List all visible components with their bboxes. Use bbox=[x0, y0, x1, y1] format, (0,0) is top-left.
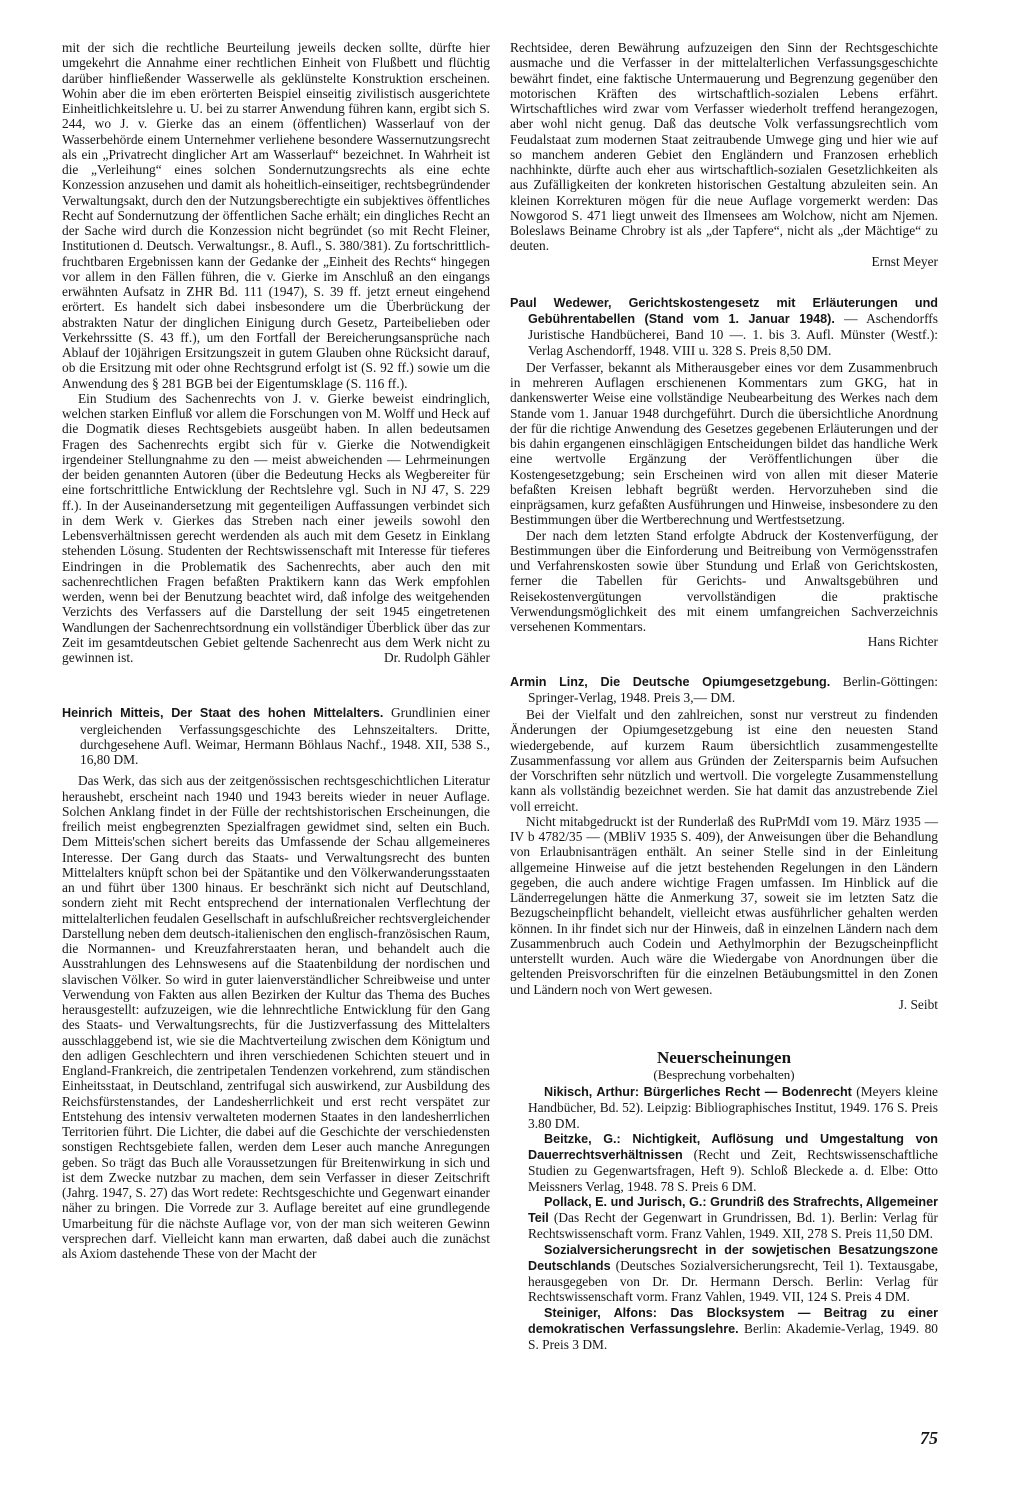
new-publications-list bbox=[510, 1084, 938, 1352]
new-publication-entry bbox=[510, 1242, 938, 1305]
review-body-wedewer-1: Der Verfasser, bekannt als Mitherausgeber eines vor dem Zusammenbruch in mehreren Auflagen erschienenen Kommentars zum GKG, hat in dankenswerter Weise eine vollständige Neubearbeitung des Werkes nach dem Stande vom 1. Januar 1948 durchgeführt. Durch die übersichtliche Anordnung der für die richtige Anwendung des Gesetzes gegebenen Erläuterungen und der bis dahin ergangenen einschlägigen Entscheidungen bildet das handliche Werk eine wertvolle Ergänzung der Veröffentlichungen über die Kostengesetzgebung; sein Erscheinen wird von allen mit dieser Materie befaßten Kreisen lebhaft begrüßt werden. Hervorzuheben sind die einprägsamen, kurz gefaßten Ausführungen und Hinweise, insbesondere zu den Bestimmungen über die Wertberechnung und Wertfestsetzung. bbox=[510, 359, 938, 528]
new-publication-entry bbox=[510, 1194, 938, 1242]
review-title-mitteis: Heinrich Mitteis, Der Staat des hohen Mittelalters. bbox=[62, 706, 384, 721]
new-publication-details: (Recht und Zeit, Rechtswissenschaftliche Studien zu Gegenwartsfragen, Heft 9). Schloß Bleckede a. d. Elbe: Otto Meissners Verlag, 1948. 78 S. Preis 6 DM. bbox=[528, 1147, 938, 1194]
new-publication-entry bbox=[510, 1305, 938, 1353]
new-publication-author-title: Steiniger, Alfons: Das Blocksystem — Beitrag zu einer demokratischen Verfassungslehre. bbox=[528, 1305, 938, 1336]
gierke-summary-paragraph bbox=[62, 391, 490, 666]
review-body-mitteis: Das Werk, das sich aus der zeitgenössischen rechtsgeschichtlichen Literatur heraushebt, erscheint nach 1940 und 1943 bereits wieder in neuer Auflage. Solchen Anklang findet in der Fülle der rechtshistorischen Erscheinungen, die freilich meist engbegrenzten Spezialfragen gewidmet sind, selten ein Buch. Dem Mitteis'schen sichert bereits das Umfassende der Schau allgemeineres Interesse. Der Gang durch das Staats- und Verwaltungsrecht des bunten Mittelalters knüpft schon bei der Spätantike und den Völkerwanderungsstaaten an und führt über 1300 hinaus. Er beschränkt sich nicht auf Deutschland, sondern zieht mit Recht entsprechend der internationalen Verflechtung der mittelalterlichen feudalen Gesellschaft in aufschlußreicher rechtsvergleichender Darstellung neben dem deutsch-italienischen den englisch-französischen Raum, die Normannen- und Kreuzfahrerstaaten heran, und behandelt auch die Ausstrahlungen des Lehnswesens auf die Staatenbildung der nordischen und slavischen Völker. So wird in guter laienverständlicher Schreibweise und unter Verwendung von Fakten aus allen Bezirken der Kultur das Thema des Buches herausgestellt: aufzuzeigen, wie die lehnrechtliche Entwicklung für den Gang des Staats- und Verwaltungsrechts, für die Justizverfassung des Mittelalters ausschlaggebend ist, wie sie die Machtverteilung zwischen dem Königtum und den adligen Geschlechtern und ihren verschiedenen Schichten steuert und in England-Frankreich, die zentripetalen Tendenzen vorkehrend, zum ständischen Einheitsstaat, in Deutschland, zentrifugal sich auswirkend, zur Ausbildung des Reichsfürstenstandes, der Landesherrlichkeit und erst recht verspätet zur Entstehung des intensiv verwalteten modernen Staates in den landesherrlichen Territorien führt. Die Lichter, die dabei auf die Geschichte der verschiedensten sonstigen Rechtsgebiete fallen, werden dem Leser auch manche Anregungen geben. So trägt das Buch alle Voraussetzungen für Breitenwirkung in sich und ist dem Zwecke nutzbar zu machen, dem sein Verfasser in dieser Zeitschrift (Jahrg. 1947, S. 27) das Wort redete: Rechtsgeschichte und Gegenwart einander näher zu bringen. Die Vorrede zur 3. Auflage bereitet auf eine grundlegende Umarbeitung für die nächste Auflage vor, von der man sich weiteren Gewinn versprechen darf. Vielleicht kann man erwarten, daß dabei auch die zunächst als Axiom dastehende These von der Macht der bbox=[62, 773, 490, 1261]
review-body-linz-1: Bei der Vielfalt und den zahlreichen, sonst nur verstreut zu findenden Änderungen der Opiumgesetzgebung ist eine den neuesten Stand wiedergebende, auf kurzem Raum übersichtlich zusammengestellte Zusammenfassung vor allem aus Gründen der Zeitersparnis beim Aufsuchen der Vorschriften sehr nützlich und wertvoll. Die vorgelegte Zusammenstellung kann als vollständig bezeichnet werden. Sie hat damit das anzustrebende Ziel voll erreicht. bbox=[510, 707, 938, 814]
section-subtitle-neuerscheinungen: (Besprechung vorbehalten) bbox=[653, 1067, 795, 1082]
new-publication-details: Berlin: Akademie-Verlag, 1949. 80 S. Preis 3 DM. bbox=[528, 1320, 938, 1352]
mitteis-continuation-text: Rechtsidee, deren Bewährung aufzuzeigen den Sinn der Rechtsgeschichte ausmache und die Verfasser in der mittelalterlichen Verfassungsgeschichte bewährt findet, eine faktische Untermauerung und Begrenzung gegenüber den motorischen Kräften des wirtschaftlich-sozialen Lebens erfährt. Wirtschaftliches wird zwar vom Verfasser wiederholt treffend herangezogen, aber wohl nicht genug. Daß das deutsche Volk verfassungsrechtlich vom Feudalstaat zum modernen Staat zeitraubende Umwege ging und hier wie auf so manchem anderen Gebiet den Engländern und Franzosen erheblich nachhinkte, dürfte auch eher aus wirtschaftlich-sozialen Gesetzlichkeiten als aus Zufälligkeiten der konkreten historischen Gestaltung abzuleiten sein. An kleinen Korrekturen mögen für die neue Auflage vorgemerkt werden: Das Nowgorod S. 471 liegt unweit des Ilmensees am Wolchow, nicht am Njemen. Boleslaws Beiname Chrobry ist als „der Tapfere“, nicht als „der Mächtige“ zu deuten. bbox=[510, 40, 938, 254]
new-publication-author-title: Pollack, E. und Jurisch, G.: Grundriß des Strafrechts, Allgemeiner Teil bbox=[528, 1194, 938, 1225]
left-column bbox=[62, 40, 490, 1261]
review-signature-meyer: Ernst Meyer bbox=[871, 253, 938, 269]
intro-paragraph: mit der sich die rechtliche Beurteilung jeweils decken sollte, dürfte hier umgekehrt die Annahme einer rechtlichen Einheit von Flußbett und flüchtig darüber hinfließender Wasserwelle als geklünstelte Konstruktion erscheinen. Wohin aber die im eben erörterten Beispiel einseitig zivilistisch ausgerichtete Einheitlichkeitslehre u. U. bei zu starrer Anwendung führen kann, ergibt sich S. 244, wo J. v. Gierke das an einem (öffentlichen) Wasserlauf von der Wasserbehörde einem Unternehmer verliehene besondere Wassernutzungsrecht als ein „Privatrecht dinglicher Art am Wasserlauf“ bezeichnet. In Wahrheit ist die „Verleihung“ eines solchen Sondernutzungsrechts als eine echte Konzession anzusehen und damit als hoheitlich-einseitiger, rechtsbegründender Verwaltungsakt, durch den der Nutzungsberechtigte ein subjektives öffentliches Recht auf Sondernutzung der öffentlichen Sache erhält; ein dingliches Recht an der Sache wird durch die Konzession nicht begründet (so mit Recht Fleiner, Institutionen d. Deutsch. Verwaltungsr., 8. Aufl., S. 380/381). Zu fortschrittlich-fruchtbaren Ergebnissen kann der Gedanke der „Einheit des Rechts“ hingegen vor allem in den Fällen führen, die v. Gierke im Anschluß an den eingangs erwähnten Aufsatz in ZHR Bd. 111 (1947), S. 39 ff. jetzt erneut eingehend erörtert. Es handelt sich dabei insbesondere um die Überbrückung der abstrakten Natur der dinglichen Einigung durch Gesetz, Parteibelieben oder Verkehrssitte (S. 43 ff.), um den Fortfall der Bereicherungsansprüche nach Ablauf der 10jährigen Ersitzungszeit in gutem Glauben ohne Rücksicht darauf, ob die Ersitzung mit oder ohne Rechtsgrund erfolgt ist (S. 92 ff.) sowie um die Anwendung des § 281 BGB bei der Eigentumsklage (S. 116 ff.). bbox=[62, 40, 490, 391]
new-publication-author-title: Beitzke, G.: Nichtigkeit, Auflösung und Umgestaltung von Dauerrechtsverhältnissen bbox=[528, 1131, 938, 1162]
new-publication-entry bbox=[510, 1084, 938, 1131]
new-publication-details: (Meyers kleine Handbücher, Bd. 52). Leipzig: Bibliographisches Institut, 1949. 176 S. Preis 3.80 DM. bbox=[528, 1084, 938, 1131]
page-number: 75 bbox=[920, 1428, 938, 1448]
review-body-wedewer-2: Der nach dem letzten Stand erfolgte Abdruck der Kostenverfügung, der Bestimmungen über die Einforderung und Beitreibung von Vermögensstrafen und Verfahrenskosten sowie über Stundung und Erlaß von Gerichtskosten, ferner die Tabellen für Gerichts- und Anwaltsgebühren und Reisekostenvergütungen vervollständigen die praktische Verwendungsmöglichkeit des mit einem umfangreichen Sachverzeichnis versehenen Kommentars. bbox=[510, 527, 938, 634]
mitteis-continuation bbox=[510, 40, 938, 254]
review-linz bbox=[510, 674, 938, 1013]
review-heading-wedewer bbox=[510, 295, 938, 358]
review-bibliography-linz: Berlin-Göttingen: Springer-Verlag, 1948. Preis 3,— DM. bbox=[528, 673, 938, 705]
review-body-linz-2: Nicht mitabgedruckt ist der Runderlaß des RuPrMdI vom 19. März 1935 — IV b 4782/35 — (MBliV 1935 S. 409), der Anweisungen über die Behandlung von Erlaubnisanträgen enthält. An seiner Stelle sind in der Einleitung allgemeine Hinweise auf die jetzt bestehenden Regelungen in den Ländern gegeben, die auch andere wichtige Fragen umfassen. Im Hinblick auf die Länderregelungen hätte die Anmerkung 37, soweit sie im letzten Satz die Bezugscheinpflicht behandelt, vielleicht etwas ausführlicher gehalten werden können. In ihr findet sich nur der Hinweis, daß in einzelnen Ländern nach dem Zusammenbruch auch Codein und Aethylmorphin der Bezugscheinpflicht unterstellt wurden. Auch wäre die Wiedergabe von Anordnungen über die geltenden Preisvorschriften für die einzelnen Betäubungsmittel in den Zonen und Ländern noch von Wert gewesen. bbox=[510, 813, 938, 997]
new-publication-entry bbox=[510, 1131, 938, 1194]
review-signature-seibt: J. Seibt bbox=[898, 996, 938, 1012]
right-column bbox=[510, 40, 938, 1352]
gierke-summary-text: Ein Studium des Sachenrechts von J. v. Gierke beweist eindringlich, welchen starken Einfluß vor allem die Forschungen von M. Wolff und Heck auf die Dogmatik dieses Rechtsgebiets ausgeübt haben. In allen bedeutsamen Fragen des Sachenrechts ergibt sich für v. Gierke die Notwendigkeit irgendeiner Stellungnahme zu den — meist abweichenden — Lehrmeinungen der beiden genannten Autoren (über die Bedeutung Hecks als Wegbereiter für eine fortschrittliche Entwicklung der Rechtslehre vgl. Such in NJ 47, S. 229 ff.). In der Auseinandersetzung mit gegenteiligen Auffassungen verbindet sich in dem Werk v. Gierkes das Streben nach einer jeweils sowohl den Lebensverhältnissen gerecht werdenden als auch mit dem Gesetz in Einklang stehenden Lösung. Studenten der Rechtswissenschaft mit Interesse für tieferes Eindringen in die Problematik des Sachenrechts, aber auch den mit sachenrechtlichen Fragen befaßten Praktikern kann das Werk empfohlen werden, wenn bei der Benutzung beachtet wird, daß infolge des weitgehenden Verzichts des Verfassers auf die Darstellung der seit 1945 eingetretenen Wandlungen der Sachenrechtsordnung ein vollständiger Überblick über das zur Zeit im gesamtdeutschen Gebiet geltende Sachenrecht aus dem Werk nicht zu gewinnen ist. bbox=[62, 390, 490, 665]
review-signature-gaehler: Dr. Rudolph Gähler bbox=[384, 650, 490, 665]
new-publication-author-title: Sozialversicherungsrecht in der sowjetischen Besatzungszone Deutschlands bbox=[528, 1242, 938, 1273]
review-wedewer bbox=[510, 295, 938, 650]
review-mitteis bbox=[62, 705, 490, 1261]
review-heading-linz bbox=[510, 674, 938, 706]
review-title-wedewer: Paul Wedewer, Gerichtskostengesetz mit Erläuterungen und Gebührentabellen (Stand vom 1. Januar 1948). bbox=[510, 295, 938, 326]
review-bibliography-wedewer: — Aschendorffs Juristische Handbücherei, Band 10 —. 1. bis 3. Aufl. Münster (Westf.): Verlag Aschendorff, 1948. VIII u. 328 S. Preis 8,50 DM. bbox=[528, 311, 938, 358]
review-signature-richter: Hans Richter bbox=[867, 634, 938, 650]
review-title-linz: Armin Linz, Die Deutsche Opiumgesetzgebung. bbox=[510, 674, 831, 689]
new-publication-details: (Deutsches Sozialversicherungsrecht, Teil 1). Textausgabe, herausgegeben von Dr. Dr. Hermann Dersch. Berlin: Verlag für Rechtswissenschaft vorm. Franz Vahlen, 1949. VII, 124 S. Preis 4 DM. bbox=[528, 1257, 938, 1305]
new-publication-author-title: Nikisch, Arthur: Bürgerliches Recht — Bodenrecht bbox=[544, 1085, 852, 1099]
section-title-neuerscheinungen: Neuerscheinungen bbox=[656, 1048, 792, 1067]
review-bibliography-mitteis: Grundlinien einer vergleichenden Verfassungsgeschichte des Lehnszeitalters. Dritte, durchgesehene Aufl. Weimar, Hermann Böhlaus Nachf., 1948. XII, 538 S., 16,80 DM. bbox=[80, 705, 490, 767]
new-publication-details: (Das Recht der Gegenwart in Grundrissen, Bd. 1). Berlin: Verlag für Rechtswissenschaft vorm. Franz Vahlen, 1949. XII, 278 S. Preis 11,50 DM. bbox=[528, 1210, 938, 1242]
review-heading-mitteis bbox=[62, 705, 490, 767]
